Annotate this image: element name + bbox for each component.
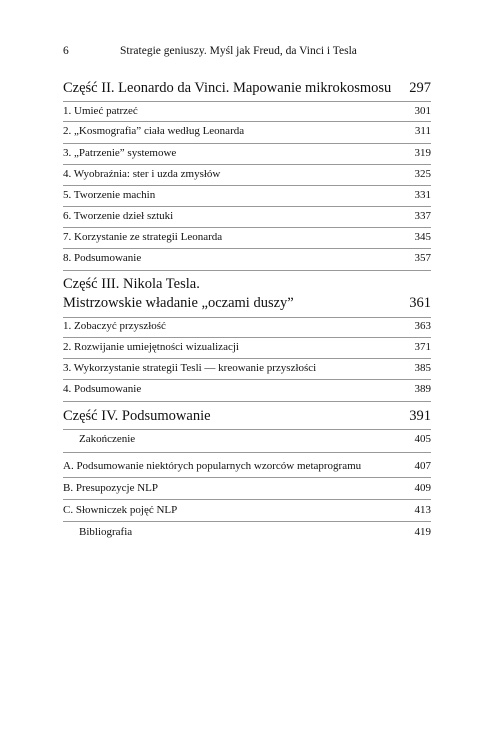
toc-entry-label: 4. Wyobraźnia: ster i uzda zmysłów	[63, 168, 221, 180]
entry-divider	[63, 185, 431, 186]
toc-part-heading[interactable]	[63, 276, 431, 312]
entry-divider	[63, 164, 431, 165]
toc-page-number: 337	[414, 210, 431, 222]
toc-page-number: 325	[414, 168, 431, 180]
toc-page-number: 405	[414, 433, 431, 445]
toc-entry-label: 8. Podsumowanie	[63, 252, 142, 264]
entry-divider	[63, 227, 431, 228]
toc-part-title-line2: Mistrzowskie władanie „oczami duszy”	[63, 295, 294, 311]
toc-entry[interactable]	[63, 526, 431, 538]
book-title: Strategie geniuszy. Myśl jak Freud, da Vinci i Tesla	[120, 45, 357, 57]
toc-entry[interactable]	[63, 147, 431, 159]
toc-page-number: 391	[409, 408, 431, 424]
section-divider	[63, 317, 431, 318]
toc-entry-label: 2. „Kosmografia” ciała według Leonarda	[63, 125, 245, 137]
entry-divider	[63, 337, 431, 338]
toc-page-number: 361	[409, 295, 431, 311]
toc-entry[interactable]	[63, 320, 431, 332]
toc-entry-label: 1. Zobaczyć przyszłość	[63, 320, 166, 332]
entry-divider	[63, 499, 431, 500]
toc-part-heading[interactable]	[63, 80, 431, 97]
toc-entry-label: 7. Korzystanie ze strategii Leonarda	[63, 231, 223, 243]
toc-entry-label: B. Presupozycje NLP	[63, 482, 159, 494]
entry-divider	[63, 521, 431, 522]
entry-divider	[63, 379, 431, 380]
toc-page-number: 407	[414, 460, 431, 472]
page-number: 6	[63, 45, 69, 57]
toc-entry-label: 3. Wykorzystanie strategii Tesli — kreowanie przyszłości	[63, 362, 317, 374]
toc-entry-label: 3. „Patrzenie” systemowe	[63, 147, 177, 159]
toc-part-title-line1: Część III. Nikola Tesla.	[63, 276, 200, 292]
toc-page-number: 385	[414, 362, 431, 374]
toc-entry[interactable]	[63, 105, 431, 117]
toc-entry[interactable]	[63, 252, 431, 264]
section-divider	[63, 101, 431, 102]
toc-entry[interactable]	[63, 210, 431, 222]
toc-page-number: 409	[414, 482, 431, 494]
toc-entry[interactable]	[63, 231, 431, 243]
toc-entry[interactable]	[63, 341, 431, 353]
running-header	[63, 45, 431, 61]
toc-page-number: 297	[409, 80, 431, 96]
toc-entry[interactable]	[63, 482, 431, 494]
toc-entry[interactable]	[63, 189, 431, 201]
toc-page-number: 419	[414, 526, 431, 538]
entry-divider	[63, 143, 431, 144]
toc-page-number: 389	[414, 383, 431, 395]
entry-divider	[63, 358, 431, 359]
entry-divider	[63, 248, 431, 249]
toc-entry[interactable]	[63, 383, 431, 395]
section-divider	[63, 270, 431, 271]
toc-entry-label: A. Podsumowanie niektórych popularnych wzorców metaprogramu	[63, 460, 362, 472]
toc-entry-label: C. Słowniczek pojęć NLP	[63, 504, 178, 516]
toc-entry[interactable]	[63, 504, 431, 516]
toc-page-number: 311	[414, 125, 431, 137]
toc-page-number: 371	[414, 341, 431, 353]
toc-entry[interactable]	[63, 460, 431, 472]
toc-page-number: 345	[414, 231, 431, 243]
toc-entry-label: 1. Umieć patrzeć	[63, 105, 138, 117]
toc-page-number: 413	[414, 504, 431, 516]
toc-page-number: 331	[414, 189, 431, 201]
toc-page-number: 319	[414, 147, 431, 159]
toc-part-title: Część IV. Podsumowanie	[63, 408, 211, 424]
toc-page-number: 301	[414, 105, 431, 117]
toc-page-number: 363	[414, 320, 431, 332]
toc-page-number: 357	[414, 252, 431, 264]
section-divider	[63, 429, 431, 430]
toc-entry-label: Bibliografia	[79, 526, 133, 538]
toc-entry[interactable]	[63, 168, 431, 180]
entry-divider	[63, 206, 431, 207]
entry-divider	[63, 477, 431, 478]
toc-part-title: Część II. Leonardo da Vinci. Mapowanie mikrokosmosu	[63, 80, 392, 96]
toc-part-heading[interactable]	[63, 408, 431, 425]
toc-entry-label: 4. Podsumowanie	[63, 383, 142, 395]
toc-entry-label: 2. Rozwijanie umiejętności wizualizacji	[63, 341, 239, 353]
section-divider	[63, 452, 431, 453]
section-divider	[63, 401, 431, 402]
toc-entry-label: Zakończenie	[79, 433, 136, 445]
toc-entry[interactable]	[63, 433, 431, 445]
toc-entry-label: 5. Tworzenie machin	[63, 189, 156, 201]
entry-divider	[63, 121, 431, 122]
toc-entry-label: 6. Tworzenie dzieł sztuki	[63, 210, 174, 222]
toc-entry[interactable]	[63, 362, 431, 374]
toc-entry[interactable]	[63, 125, 431, 137]
